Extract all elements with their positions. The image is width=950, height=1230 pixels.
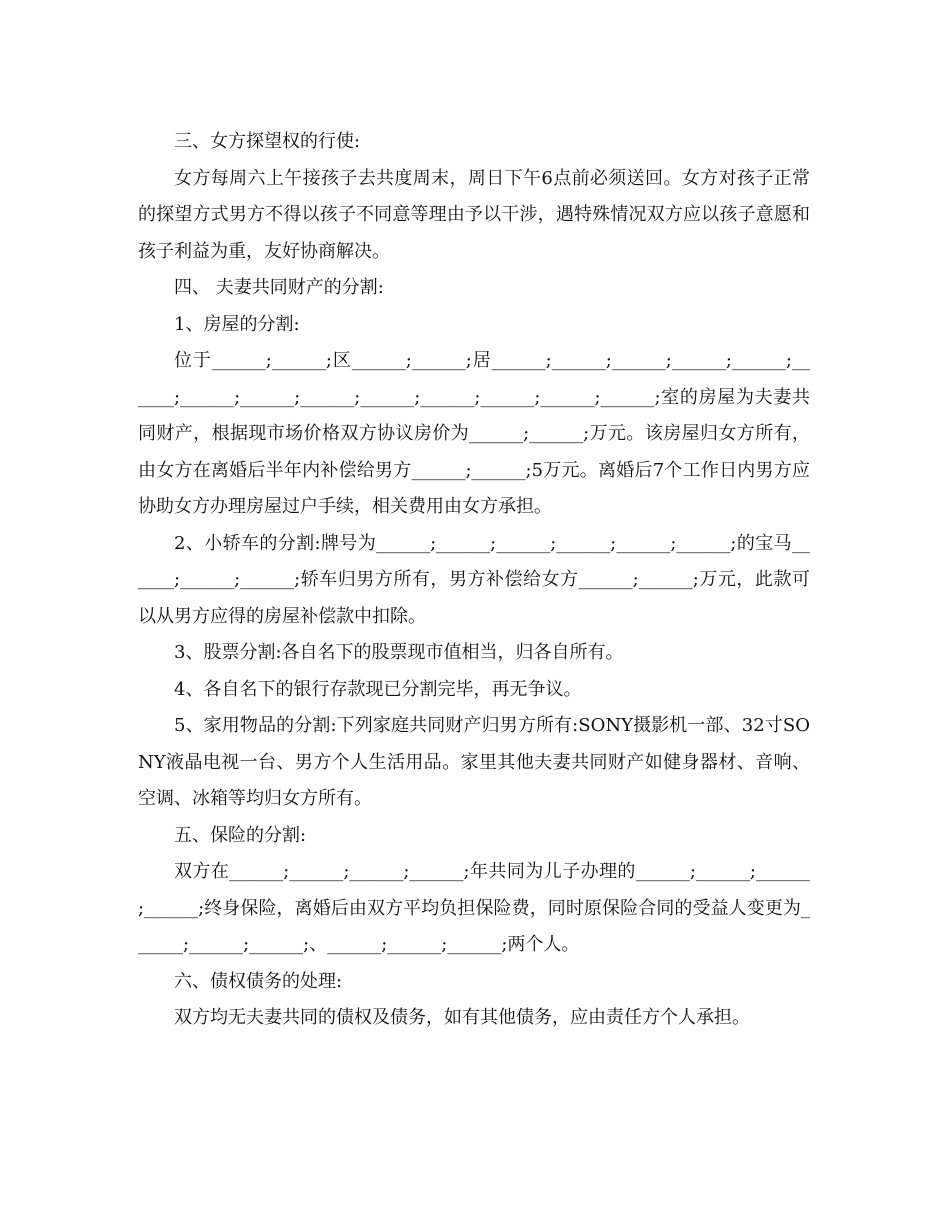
subheading-house: 1、房屋的分割:: [174, 313, 300, 335]
paragraph-insurance: 双方在______;______;______;______;年共同为儿子办理的______;______;______;______;终身保险，离婚后由双方平均负担保险费，同时原保险合同的受益人变更为______;______;______;、______;______;______;两个人。: [138, 861, 810, 955]
document-body: [138, 124, 810, 1037]
paragraph-debts: 双方均无夫妻共同的债权及债务，如有其他债务，应由责任方个人承担。: [174, 1007, 750, 1028]
section-heading-debts: 六、债权债务的处理:: [174, 970, 343, 992]
paragraph-deposits: 4、各自名下的银行存款现已分割完毕，再无争议。: [174, 678, 582, 700]
paragraph-visitation: 女方每周六上午接孩子去共度周末，周日下午6点前必须送回。女方对孩子正常的探望方式男方不得以孩子不同意等理由予以干涉，遇特殊情况双方应以孩子意愿和孩子利益为重，友好协商解决。: [138, 167, 810, 262]
paragraph-car: 2、小轿车的分割:牌号为______;______;______;______;______;______;的宝马______;______;______;轿车归男方所有，男方补偿给女方______;______;万元，此款可以从男方应得的房屋补偿款中扣除。: [138, 532, 810, 627]
section-heading-property: 四、 夫妻共同财产的分割:: [174, 277, 384, 298]
paragraph-stocks: 3、股票分割:各自名下的股票现市值相当，归各自所有。: [174, 642, 624, 663]
section-heading-insurance: 五、保险的分割:: [174, 824, 307, 846]
paragraph-household: 5、家用物品的分割:下列家庭共同财产归男方所有:SONY摄影机一部、32寸SONY液晶电视一台、男方个人生活用品。家里其他夫妻共同财产如健身器材、音响、空调、冰箱等均归女方所有。: [138, 715, 810, 809]
section-heading-visitation: 三、女方探望权的行使:: [174, 131, 361, 152]
paragraph-house: 位于______;______;区______;______;居______;______;______;______;______;______;______;______;______;______;______;______;______;______;室的房屋为夫妻共同财产，根据现市场价格双方协议房价为______;______;万元。该房屋归女方所有，由女方在离婚后半年内补偿给男方______;______;5万元。离婚后7个工作日内男方应协助女方办理房屋过户手续，相关费用由女方承担。: [138, 350, 810, 517]
